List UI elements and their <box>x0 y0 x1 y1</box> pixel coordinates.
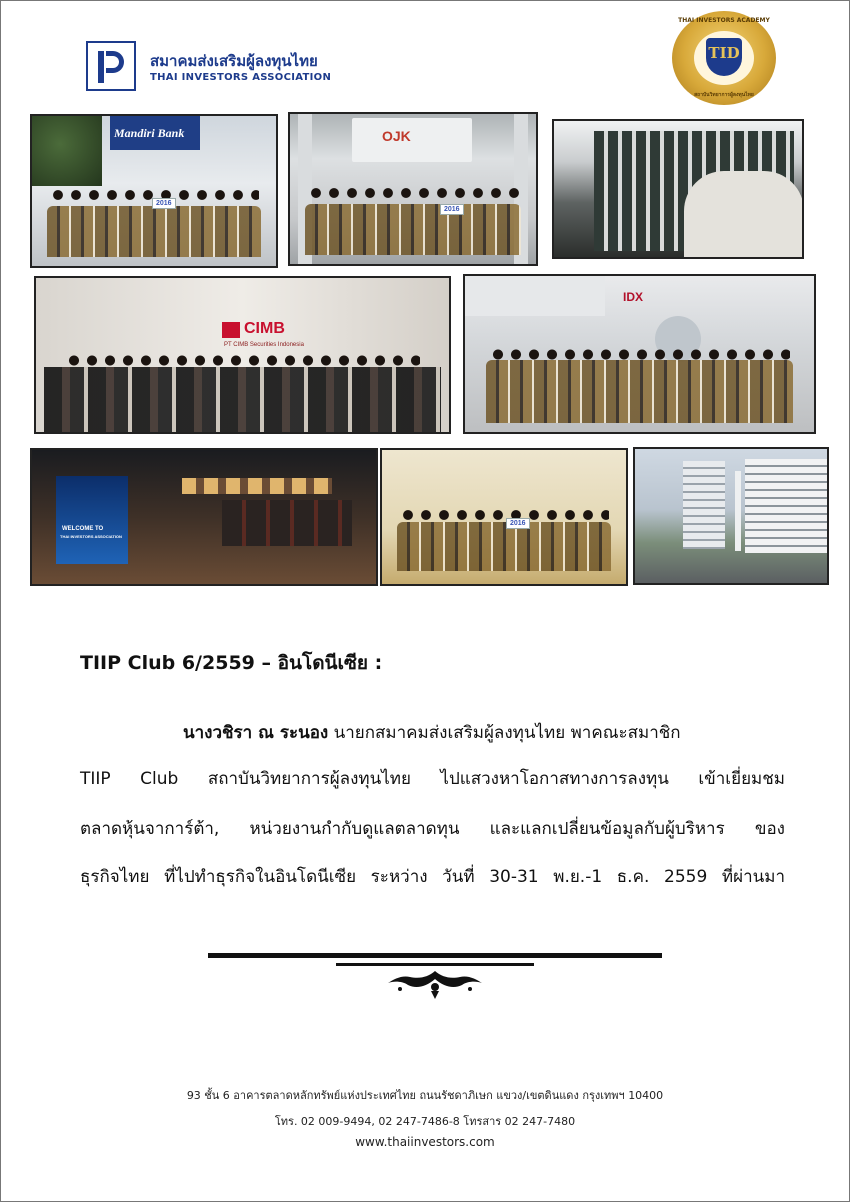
org-name-thai: สมาคมส่งเสริมผู้ลงทุนไทย <box>150 52 318 70</box>
paragraph-line-4: ธุรกิจไทย ที่ไปทำธุรกิจในอินโดนีเซีย ระหว่าง วันที่ 30-31 พ.ย.-1 ธ.ค. 2559 ที่ผ่านมา <box>80 867 785 887</box>
photo-mandiri-group <box>30 114 278 268</box>
photo-ojk-group <box>288 112 538 266</box>
paragraph-line-2: TIIP Club สถาบันวิทยาการผู้ลงทุนไทย ไปแสวงหาโอกาสทางการลงทุน เข้าเยี่ยมชม <box>80 769 785 789</box>
cimb-subtitle: PT CIMB Securities Indonesia <box>224 342 304 348</box>
group-sign: 2016 <box>440 204 464 215</box>
org-name-english: THAI INVESTORS ASSOCIATION <box>150 72 332 83</box>
divider-rule-middle <box>336 963 534 966</box>
line1-text: นายกสมาคมส่งเสริมผู้ลงทุนไทย พาคณะสมาชิก <box>328 723 681 743</box>
association-mark-icon <box>86 41 136 91</box>
seal-text-bottom: สถาบันวิทยาการผู้ลงทุนไทย <box>694 92 754 98</box>
footer-website-link[interactable]: www.thaiinvestors.com <box>355 1135 495 1149</box>
divider-rule-top <box>208 953 662 958</box>
photo-office-building <box>552 119 804 259</box>
screen-title: WELCOME TO <box>62 526 104 532</box>
group-sign: 2016 <box>506 518 530 529</box>
flourish-ornament-icon <box>380 967 490 1001</box>
photo-exchange-lobby <box>30 448 378 586</box>
seal-text-top: THAI INVESTORS ACADEMY <box>678 17 770 24</box>
footer-phone: โทร. 02 009-9494, 02 247-7486-8 โทรสาร 02 247-7480 <box>274 1115 576 1128</box>
cimb-brand: CIMB <box>244 320 285 337</box>
ojk-banner: OJK <box>382 128 411 144</box>
idx-brand: IDX <box>623 290 644 304</box>
photo-idx-group <box>463 274 816 434</box>
thai-investors-academy-seal[interactable] <box>672 11 776 105</box>
paragraph-line-1 <box>183 722 785 744</box>
paragraph-line-3: ตลาดหุ้นจาการ์ต้า, หน่วยงานกำกับดูแลตลาดทุน และแลกเปลี่ยนข้อมูลกับผู้บริหาร ของ <box>80 819 785 839</box>
photo-thai-group-stage <box>380 448 628 586</box>
thai-investors-association-logo[interactable] <box>86 41 332 93</box>
lead-name: นางวชิรา ณ ระนอง <box>183 723 329 743</box>
screen-subtitle: THAI INVESTORS ASSOCIATION <box>60 534 122 539</box>
footer-address: 93 ชั้น 6 อาคารตลาดหลักทรัพย์แห่งประเทศไทย ถนนรัชดาภิเษก แขวง/เขตดินแดง กรุงเทพฯ 10400 <box>186 1089 664 1102</box>
article-heading: TIIP Club 6/2559 – อินโดนีเซีย : <box>80 652 383 674</box>
photo-jakarta-street <box>633 447 829 585</box>
photo-cimb-group <box>34 276 451 434</box>
group-sign: 2016 <box>152 198 176 209</box>
seal-letters: TID <box>708 44 740 62</box>
shield-icon <box>706 38 742 76</box>
bank-sign: Mandiri Bank <box>114 126 185 140</box>
